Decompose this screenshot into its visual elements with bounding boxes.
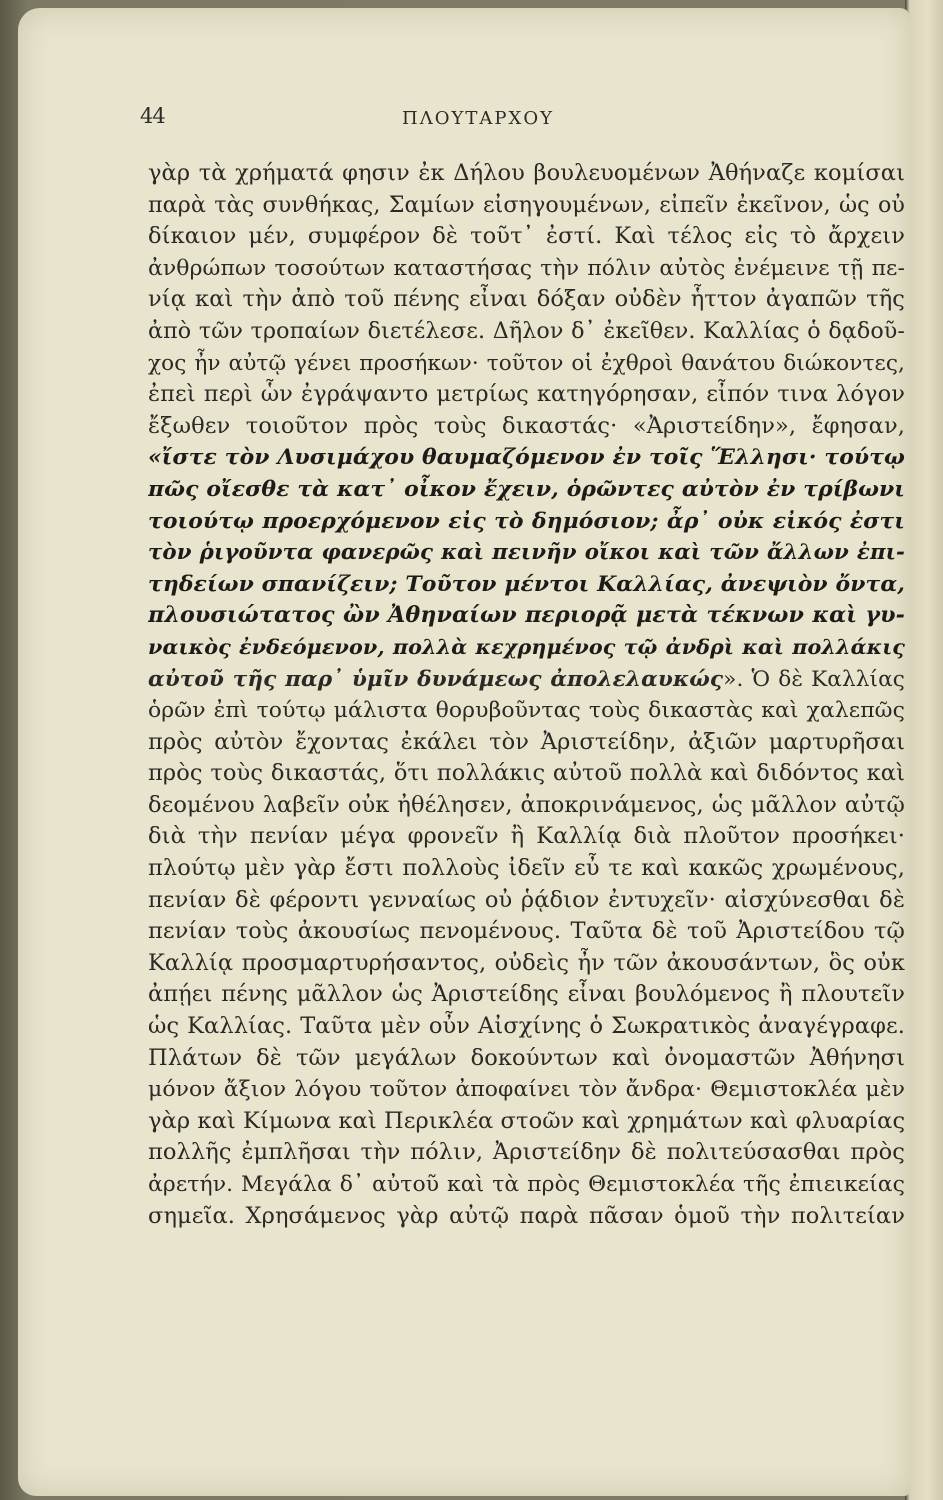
normal-segment: ». Ὁ δὲ Καλλίας bbox=[723, 666, 905, 692]
text-line: δίκαιον μέν, συμφέρον δὲ τοῦτ᾽ ἐστί. Καὶ τέλος εἰς τὸ ἄρχειν bbox=[148, 223, 905, 250]
text-line: παρὰ τὰς συνθήκας, Σαμίων εἰσηγουμένων, εἰπεῖν ἐκεῖνον, ὡς οὐ bbox=[148, 191, 905, 218]
text-line: νίᾳ καὶ τὴν ἀπὸ τοῦ πένης εἶναι δόξαν οὐδὲν ἧττον ἀγαπῶν τῆς bbox=[148, 286, 905, 313]
text-line: γὰρ καὶ Κίμωνα καὶ Περικλέα στοῶν καὶ χρημάτων καὶ φλυαρίας bbox=[148, 1107, 905, 1134]
text-line: Καλλίᾳ προσμαρτυρήσαντος, οὐδεὶς ἦν τῶν ἀκουσάντων, ὃς οὐκ bbox=[148, 949, 905, 976]
text-line: μόνον ἄξιον λόγου τοῦτον ἀποφαίνει τὸν ἄνδρα· Θεμιστοκλέα μὲν bbox=[148, 1077, 905, 1103]
text-line: «ἴστε τὸν Λυσιμάχου θαυμαζόμενον ἐν τοῖς Ἕλλησι· τούτῳ bbox=[148, 444, 905, 471]
text-line: γὰρ τὰ χρήματά φησιν ἐκ Δήλου βουλευομένων Ἀθήναζε κομίσαι bbox=[148, 160, 905, 186]
text-line: δεομένου λαβεῖν οὐκ ἠθέλησεν, ἀποκρινάμενος, ὡς μᾶλλον αὐτῷ bbox=[148, 791, 905, 818]
text-line: διὰ τὴν πενίαν μέγα φρονεῖν ἢ Καλλίᾳ διὰ πλοῦτον προσήκει· bbox=[148, 823, 905, 850]
text-line: πλουσιώτατος ὢν Ἀθηναίων περιορᾷ μετὰ τέκνων καὶ γυ- bbox=[148, 602, 905, 629]
text-line: Πλάτων δὲ τῶν μεγάλων δοκούντων καὶ ὀνομαστῶν Ἀθήνησι bbox=[148, 1044, 905, 1071]
text-line: ἀνθρώπων τοσούτων καταστήσας τὴν πόλιν αὐτὸς ἐνέμεινε τῇ πε- bbox=[148, 255, 905, 281]
body-text bbox=[148, 158, 905, 1232]
text-line: πενίαν δὲ φέροντι γενναίως οὐ ῥᾴδιον ἐντυχεῖν· αἰσχύνεσθαι δὲ bbox=[148, 886, 905, 913]
text-line: ἐπεὶ περὶ ὧν ἐγράψαντο μετρίως κατηγόρησαν, εἶπόν τινα λόγον bbox=[148, 381, 905, 408]
text-line: πενίαν τοὺς ἀκουσίως πενομένους. Ταῦτα δὲ τοῦ Ἀριστείδου τῷ bbox=[148, 918, 905, 945]
text-line: ὡς Καλλίας. Ταῦτα μὲν οὖν Αἰσχίνης ὁ Σωκρατικὸς ἀναγέγραφε. bbox=[148, 1013, 905, 1040]
text-line: πολλῆς ἐμπλῆσαι τὴν πόλιν, Ἀριστείδην δὲ πολιτεύσασθαι πρὸς bbox=[148, 1139, 905, 1166]
text-line: ἀπὸ τῶν τροπαίων διετέλεσε. Δῆλον δ᾽ ἐκεῖθεν. Καλλίας ὁ δᾳδοῦ- bbox=[148, 317, 905, 344]
running-head: ΠΛΟΥΤΑΡΧΟΥ bbox=[402, 108, 554, 129]
text-line: σημεῖα. Χρησάμενος γὰρ αὐτῷ παρὰ πᾶσαν ὁμοῦ τὴν πολιτείαν bbox=[148, 1202, 905, 1229]
text-line: ἀπῄει πένης μᾶλλον ὡς Ἀριστείδης εἶναι βουλόμενος ἢ πλουτεῖν bbox=[148, 981, 905, 1008]
text-line: ἀρετήν. Μεγάλα δ᾽ αὐτοῦ καὶ τὰ πρὸς Θεμιστοκλέα τῆς ἐπιεικείας bbox=[148, 1172, 905, 1197]
text-line: πρὸς τοὺς δικαστάς, ὅτι πολλάκις αὐτοῦ πολλὰ καὶ διδόντος καὶ bbox=[148, 760, 905, 787]
text-line: ὁρῶν ἐπὶ τούτῳ μάλιστα θορυβοῦντας τοὺς δικαστὰς καὶ χαλεπῶς bbox=[148, 698, 905, 724]
text-line: πλούτῳ μὲν γὰρ ἔστι πολλοὺς ἰδεῖν εὖ τε καὶ κακῶς χρωμένους, bbox=[148, 855, 905, 882]
text-line: τὸν ῥιγοῦντα φανερῶς καὶ πεινῆν οἴκοι καὶ τῶν ἄλλων ἐπι- bbox=[148, 540, 905, 566]
text-line: τηδείων σπανίζειν; Τοῦτον μέντοι Καλλίας, ἀνεψιὸν ὄντα, bbox=[148, 570, 905, 597]
book-page bbox=[18, 8, 910, 1496]
text-line: ναικὸς ἐνδεόμενον, πολλὰ κεχρημένος τῷ ἀνδρὶ καὶ πολλάκις bbox=[148, 634, 905, 659]
bold-segment: αὐτοῦ τῆς παρ᾽ ὑμῖν δυνάμεως ἀπολελαυκώς bbox=[148, 666, 724, 692]
page-number: 44 bbox=[140, 104, 165, 128]
text-line: τοιούτῳ προερχόμενον εἰς τὸ δημόσιον; ἆρ᾽ οὐκ εἰκός ἐστι bbox=[148, 507, 905, 534]
text-line: πρὸς αὐτὸν ἔχοντας ἐκάλει τὸν Ἀριστείδην, ἀξιῶν μαρτυρῆσαι bbox=[148, 728, 905, 755]
text-line: πῶς οἴεσθε τὰ κατ᾽ οἶκον ἔχειν, ὁρῶντες αὐτὸν ἐν τρίβωνι bbox=[148, 475, 905, 502]
text-line: χος ἦν αὐτῷ γένει προσήκων· τοῦτον οἱ ἐχθροὶ θανάτου διώκοντες, bbox=[148, 350, 905, 376]
text-line: ἔξωθεν τοιοῦτον πρὸς τοὺς δικαστάς· «Ἀριστείδην», ἔφησαν, bbox=[148, 412, 905, 439]
page-header bbox=[18, 104, 910, 134]
text-line bbox=[148, 664, 905, 696]
adjacent-page-edge bbox=[905, 0, 943, 1500]
